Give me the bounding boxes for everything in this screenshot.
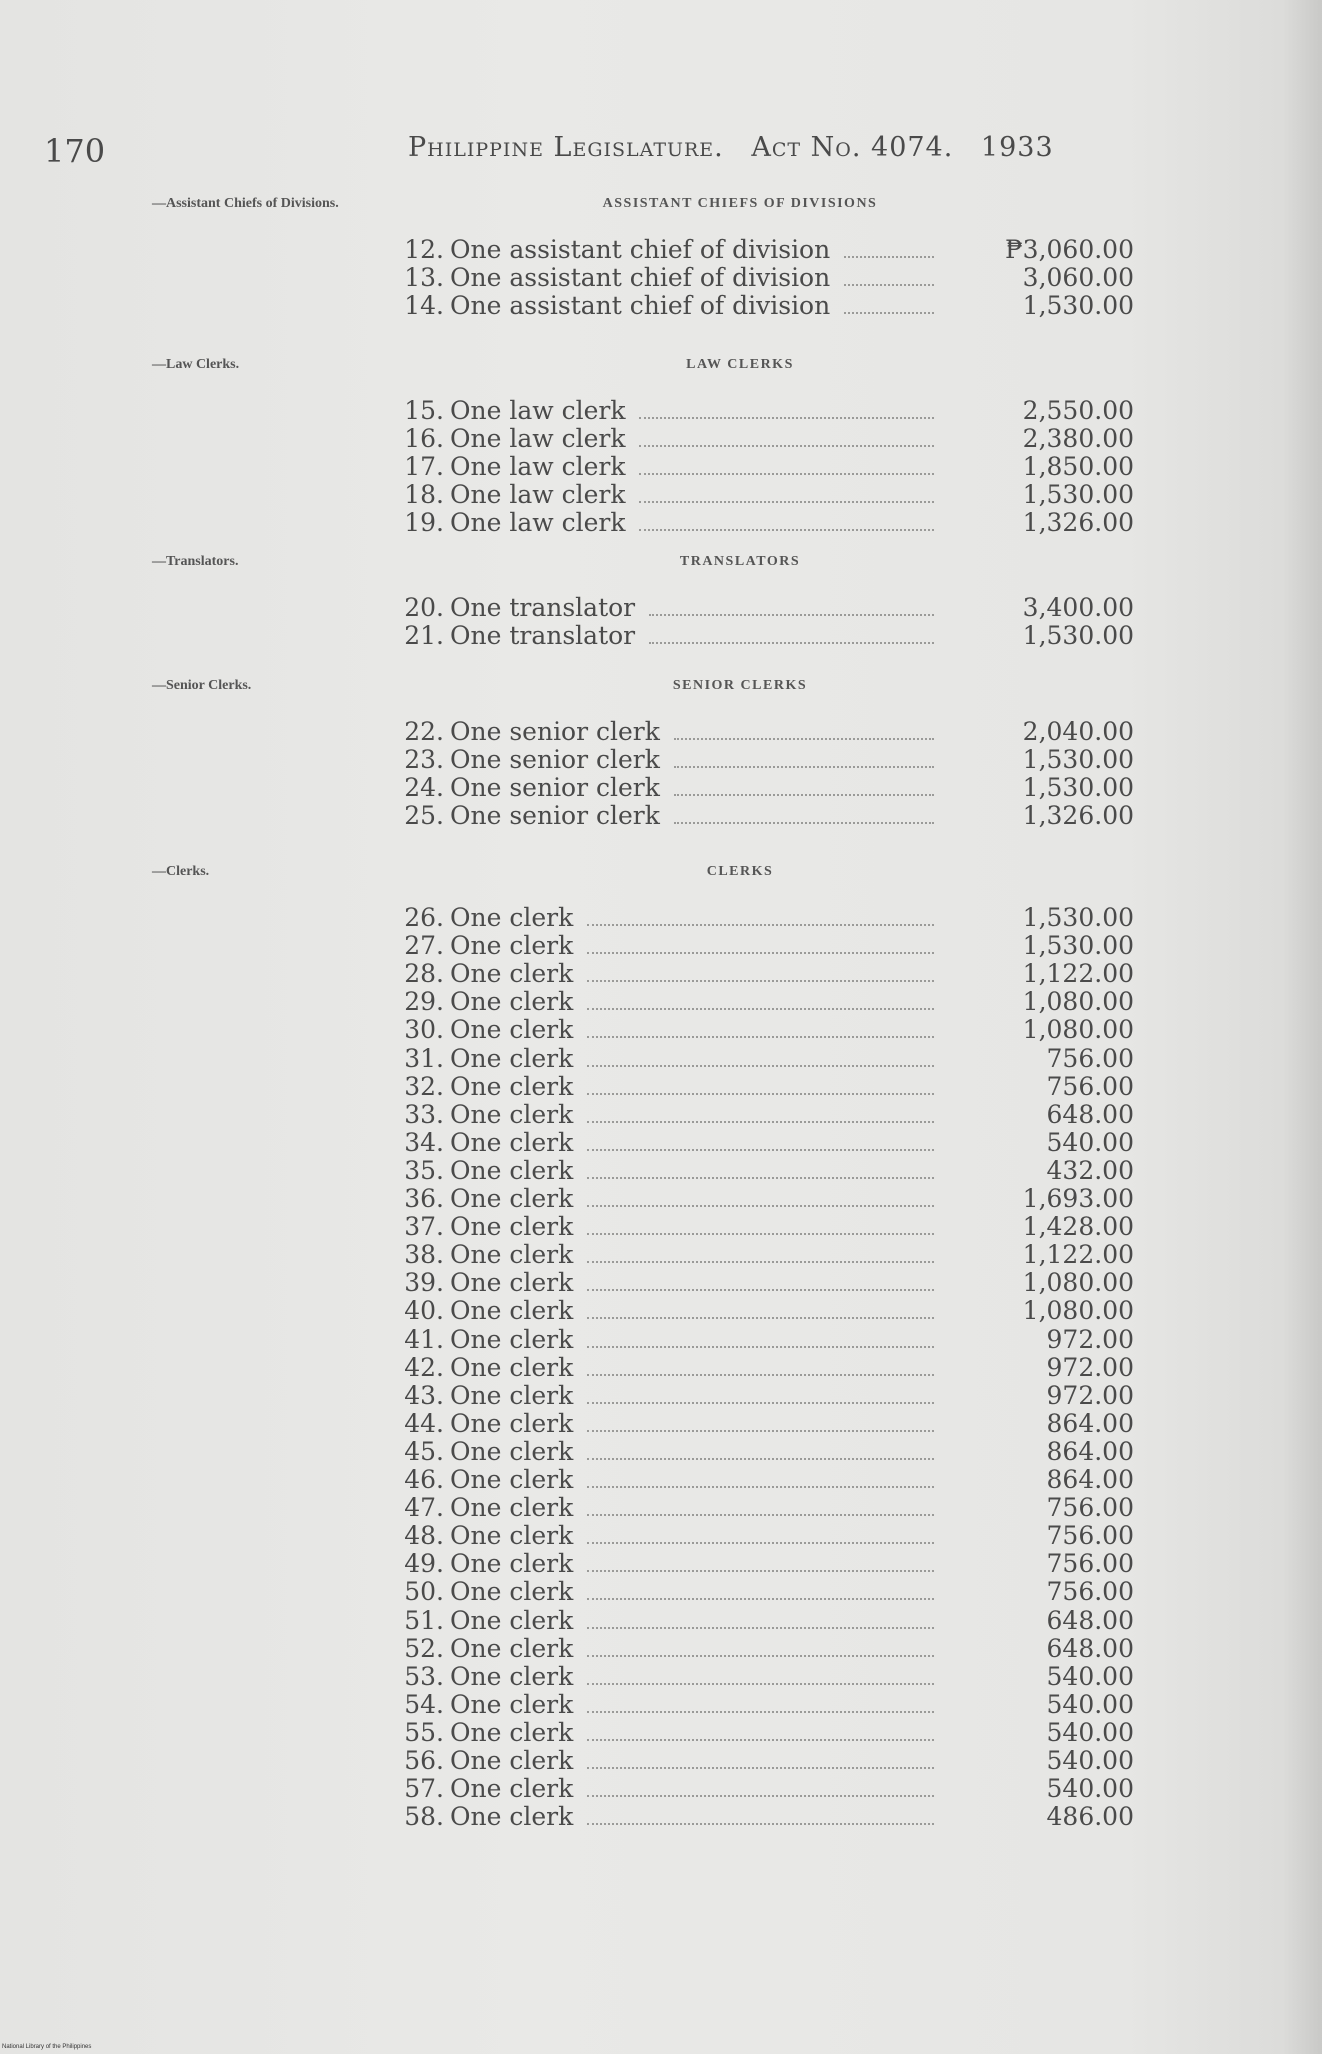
item-amount: 1,080.00 bbox=[1022, 1296, 1134, 1326]
table-row bbox=[396, 1354, 1134, 1382]
table-row bbox=[396, 904, 1134, 932]
table-row bbox=[396, 1550, 1134, 1578]
table-row bbox=[396, 1803, 1134, 1831]
item-description: One senior clerk bbox=[450, 745, 660, 775]
item-amount: 3,060.00 bbox=[1022, 263, 1134, 293]
item-number: 32. bbox=[404, 1071, 444, 1101]
item-amount: 1,530.00 bbox=[1022, 903, 1134, 932]
leader-dots bbox=[639, 501, 934, 503]
item-amount: 1,428.00 bbox=[1022, 1212, 1134, 1242]
page-number: 170 bbox=[44, 132, 106, 170]
item-number: 34. bbox=[404, 1127, 444, 1157]
table-row bbox=[396, 1747, 1134, 1775]
leader-dots bbox=[674, 738, 934, 740]
item-number: 22. bbox=[404, 717, 444, 746]
item-number: 29. bbox=[404, 987, 444, 1017]
item-amount: 432.00 bbox=[1046, 1155, 1134, 1185]
item-number: 57. bbox=[404, 1774, 444, 1804]
item-description: One clerk bbox=[450, 1493, 574, 1523]
item-amount: 864.00 bbox=[1046, 1408, 1134, 1438]
item-description: One clerk bbox=[450, 1633, 574, 1663]
item-description: One clerk bbox=[450, 1296, 574, 1326]
leader-dots bbox=[587, 1346, 934, 1348]
item-number: 12. bbox=[404, 235, 444, 264]
leader-dots bbox=[639, 529, 934, 531]
item-number: 51. bbox=[404, 1605, 444, 1635]
item-amount: 1,080.00 bbox=[1022, 1015, 1134, 1045]
table-row bbox=[396, 236, 1134, 264]
leader-dots bbox=[587, 1430, 934, 1432]
table-row bbox=[396, 264, 1134, 292]
running-head-act: Act No. 4074. bbox=[751, 132, 954, 163]
item-description: One clerk bbox=[450, 1380, 574, 1410]
item-description: One clerk bbox=[450, 1155, 574, 1185]
item-description: One translator bbox=[450, 593, 636, 622]
item-amount: 1,122.00 bbox=[1022, 959, 1134, 989]
item-amount: 540.00 bbox=[1046, 1774, 1134, 1804]
item-amount: 1,530.00 bbox=[1022, 773, 1134, 803]
item-description: One clerk bbox=[450, 1521, 574, 1551]
leader-dots bbox=[587, 1683, 934, 1685]
leader-dots bbox=[674, 766, 934, 768]
item-number: 42. bbox=[404, 1352, 444, 1382]
item-amount: 1,530.00 bbox=[1022, 480, 1134, 510]
item-amount: 540.00 bbox=[1046, 1717, 1134, 1747]
table-row bbox=[396, 397, 1134, 425]
item-description: One clerk bbox=[450, 903, 574, 932]
item-amount: 864.00 bbox=[1046, 1436, 1134, 1466]
item-number: 20. bbox=[404, 593, 444, 622]
table-row bbox=[396, 1045, 1134, 1073]
item-description: One clerk bbox=[450, 1661, 574, 1691]
item-amount: 1,122.00 bbox=[1022, 1240, 1134, 1270]
table-row bbox=[396, 1241, 1134, 1269]
item-number: 52. bbox=[404, 1633, 444, 1663]
leader-dots bbox=[587, 1598, 934, 1600]
item-number: 18. bbox=[404, 480, 444, 510]
item-amount: 756.00 bbox=[1046, 1043, 1134, 1073]
item-number: 47. bbox=[404, 1493, 444, 1523]
leader-dots bbox=[587, 1205, 934, 1207]
table-row bbox=[396, 1494, 1134, 1522]
item-description: One law clerk bbox=[450, 424, 626, 454]
table-row bbox=[396, 1185, 1134, 1213]
table-row bbox=[396, 1466, 1134, 1494]
section-heading: CLERKS bbox=[706, 864, 774, 879]
margin-note: —Assistant Chiefs of Divisions. bbox=[152, 196, 339, 211]
table-row bbox=[396, 1326, 1134, 1354]
leader-dots bbox=[844, 256, 934, 258]
table-row bbox=[396, 1607, 1134, 1635]
item-amount: 1,530.00 bbox=[1022, 745, 1134, 775]
item-number: 13. bbox=[404, 263, 444, 293]
item-description: One clerk bbox=[450, 1802, 574, 1832]
item-description: One clerk bbox=[450, 987, 574, 1017]
table-row bbox=[396, 1297, 1134, 1325]
item-description: One senior clerk bbox=[450, 717, 660, 746]
leader-dots bbox=[587, 1402, 934, 1404]
table-row bbox=[396, 1101, 1134, 1129]
table-row bbox=[396, 1775, 1134, 1803]
item-description: One clerk bbox=[450, 1184, 574, 1213]
margin-note: —Law Clerks. bbox=[152, 357, 240, 372]
item-number: 26. bbox=[404, 903, 444, 932]
item-number: 58. bbox=[404, 1802, 444, 1832]
item-description: One assistant chief of division bbox=[450, 291, 831, 321]
item-description: One clerk bbox=[450, 1212, 574, 1242]
leader-dots bbox=[587, 1317, 934, 1319]
section-heading: LAW CLERKS bbox=[686, 357, 794, 372]
leader-dots bbox=[674, 822, 934, 824]
leader-dots bbox=[639, 445, 934, 447]
table-row bbox=[396, 622, 1134, 650]
item-number: 54. bbox=[404, 1689, 444, 1719]
item-description: One senior clerk bbox=[450, 801, 660, 831]
leader-dots bbox=[587, 1514, 934, 1516]
item-description: One assistant chief of division bbox=[450, 263, 831, 293]
item-number: 23. bbox=[404, 745, 444, 775]
item-description: One clerk bbox=[450, 1689, 574, 1719]
running-head bbox=[408, 132, 1072, 163]
table-row bbox=[396, 594, 1134, 622]
item-description: One clerk bbox=[450, 1015, 574, 1045]
item-description: One law clerk bbox=[450, 452, 626, 482]
table-row bbox=[396, 1719, 1134, 1747]
item-number: 40. bbox=[404, 1296, 444, 1326]
item-amount: 648.00 bbox=[1046, 1605, 1134, 1635]
item-number: 49. bbox=[404, 1549, 444, 1579]
table-row bbox=[396, 453, 1134, 481]
item-number: 37. bbox=[404, 1212, 444, 1242]
leader-dots bbox=[587, 1093, 934, 1095]
item-description: One clerk bbox=[450, 959, 574, 989]
leader-dots bbox=[674, 794, 934, 796]
leader-dots bbox=[587, 1261, 934, 1263]
item-amount: 648.00 bbox=[1046, 1633, 1134, 1663]
item-amount: 756.00 bbox=[1046, 1493, 1134, 1523]
item-amount: 972.00 bbox=[1046, 1380, 1134, 1410]
item-description: One clerk bbox=[450, 1774, 574, 1804]
margin-note: —Translators. bbox=[152, 554, 239, 569]
margin-note: —Clerks. bbox=[152, 864, 210, 879]
table-row bbox=[396, 1382, 1134, 1410]
footer-credit: National Library of the Philippines bbox=[2, 2044, 92, 2050]
item-number: 38. bbox=[404, 1240, 444, 1270]
table-row bbox=[396, 1129, 1134, 1157]
leader-dots bbox=[587, 1711, 934, 1713]
item-description: One law clerk bbox=[450, 508, 626, 538]
table-row bbox=[396, 718, 1134, 746]
item-amount: 540.00 bbox=[1046, 1746, 1134, 1775]
item-description: One clerk bbox=[450, 1071, 574, 1101]
leader-dots bbox=[587, 1795, 934, 1797]
item-amount: 1,530.00 bbox=[1022, 621, 1134, 651]
item-amount: 1,326.00 bbox=[1022, 508, 1134, 538]
table-row bbox=[396, 1269, 1134, 1297]
item-description: One clerk bbox=[450, 1268, 574, 1298]
table-row bbox=[396, 1410, 1134, 1438]
item-number: 31. bbox=[404, 1043, 444, 1073]
item-number: 44. bbox=[404, 1408, 444, 1438]
item-description: One clerk bbox=[450, 931, 574, 961]
table-row bbox=[396, 1578, 1134, 1606]
item-description: One clerk bbox=[450, 1549, 574, 1579]
item-description: One translator bbox=[450, 621, 636, 651]
item-number: 21. bbox=[404, 621, 444, 651]
leader-dots bbox=[587, 1542, 934, 1544]
table-row bbox=[396, 1691, 1134, 1719]
item-description: One clerk bbox=[450, 1352, 574, 1382]
item-amount: 2,380.00 bbox=[1022, 424, 1134, 454]
item-description: One clerk bbox=[450, 1436, 574, 1466]
leader-dots bbox=[587, 980, 934, 982]
item-description: One clerk bbox=[450, 1043, 574, 1073]
item-number: 43. bbox=[404, 1380, 444, 1410]
leader-dots bbox=[587, 924, 934, 926]
item-amount: 972.00 bbox=[1046, 1352, 1134, 1382]
item-amount: 648.00 bbox=[1046, 1099, 1134, 1129]
leader-dots bbox=[587, 1036, 934, 1038]
item-amount: 486.00 bbox=[1046, 1802, 1134, 1832]
item-description: One assistant chief of division bbox=[450, 235, 831, 264]
item-description: One clerk bbox=[450, 1099, 574, 1129]
item-amount: 756.00 bbox=[1046, 1521, 1134, 1551]
item-amount: 1,080.00 bbox=[1022, 1268, 1134, 1298]
item-amount: 540.00 bbox=[1046, 1661, 1134, 1691]
item-amount: 540.00 bbox=[1046, 1127, 1134, 1157]
item-description: One clerk bbox=[450, 1324, 574, 1354]
item-number: 41. bbox=[404, 1324, 444, 1354]
leader-dots bbox=[587, 1570, 934, 1572]
table-row bbox=[396, 1438, 1134, 1466]
item-description: One law clerk bbox=[450, 396, 626, 425]
item-amount: 756.00 bbox=[1046, 1071, 1134, 1101]
item-amount: 756.00 bbox=[1046, 1577, 1134, 1607]
leader-dots bbox=[587, 1655, 934, 1657]
table-row bbox=[396, 292, 1134, 320]
leader-dots bbox=[587, 1289, 934, 1291]
table-row bbox=[396, 1213, 1134, 1241]
item-number: 36. bbox=[404, 1184, 444, 1213]
table-row bbox=[396, 774, 1134, 802]
leader-dots bbox=[587, 1374, 934, 1376]
item-number: 50. bbox=[404, 1577, 444, 1607]
item-number: 45. bbox=[404, 1436, 444, 1466]
table-row bbox=[396, 1663, 1134, 1691]
item-number: 48. bbox=[404, 1521, 444, 1551]
table-row bbox=[396, 1157, 1134, 1185]
leader-dots bbox=[587, 1008, 934, 1010]
item-amount: 1,530.00 bbox=[1022, 291, 1134, 321]
item-description: One clerk bbox=[450, 1240, 574, 1270]
item-number: 35. bbox=[404, 1155, 444, 1185]
item-amount: 756.00 bbox=[1046, 1549, 1134, 1579]
section-heading: ASSISTANT CHIEFS OF DIVISIONS bbox=[602, 196, 878, 211]
leader-dots bbox=[587, 1767, 934, 1769]
item-number: 25. bbox=[404, 801, 444, 831]
table-row bbox=[396, 988, 1134, 1016]
item-amount: 972.00 bbox=[1046, 1324, 1134, 1354]
item-number: 55. bbox=[404, 1717, 444, 1747]
leader-dots bbox=[587, 1627, 934, 1629]
item-number: 53. bbox=[404, 1661, 444, 1691]
leader-dots bbox=[587, 1177, 934, 1179]
leader-dots bbox=[587, 952, 934, 954]
leader-dots bbox=[587, 1233, 934, 1235]
running-head-title: Philippine Legislature. bbox=[408, 132, 724, 163]
item-description: One clerk bbox=[450, 1577, 574, 1607]
leader-dots bbox=[587, 1458, 934, 1460]
item-description: One clerk bbox=[450, 1717, 574, 1747]
table-row bbox=[396, 802, 1134, 830]
item-number: 28. bbox=[404, 959, 444, 989]
leader-dots bbox=[587, 1065, 934, 1067]
item-description: One senior clerk bbox=[450, 773, 660, 803]
item-amount: 1,850.00 bbox=[1022, 452, 1134, 482]
item-description: One clerk bbox=[450, 1408, 574, 1438]
item-amount: 864.00 bbox=[1046, 1465, 1134, 1494]
item-amount: 1,326.00 bbox=[1022, 801, 1134, 831]
item-number: 30. bbox=[404, 1015, 444, 1045]
item-amount: 3,400.00 bbox=[1022, 593, 1134, 622]
leader-dots bbox=[587, 1121, 934, 1123]
item-description: One clerk bbox=[450, 1465, 574, 1494]
table-row bbox=[396, 746, 1134, 774]
item-amount: 1,080.00 bbox=[1022, 987, 1134, 1017]
leader-dots bbox=[587, 1149, 934, 1151]
leader-dots bbox=[587, 1823, 934, 1825]
item-amount: 1,693.00 bbox=[1022, 1184, 1134, 1213]
leader-dots bbox=[639, 417, 934, 419]
table-row bbox=[396, 960, 1134, 988]
leader-dots bbox=[587, 1739, 934, 1741]
item-amount: 2,040.00 bbox=[1022, 717, 1134, 746]
item-description: One clerk bbox=[450, 1605, 574, 1635]
item-number: 46. bbox=[404, 1465, 444, 1494]
table-row bbox=[396, 1635, 1134, 1663]
item-description: One clerk bbox=[450, 1127, 574, 1157]
table-row bbox=[396, 1073, 1134, 1101]
item-number: 27. bbox=[404, 931, 444, 961]
leader-dots bbox=[587, 1486, 934, 1488]
table-row bbox=[396, 1522, 1134, 1550]
item-number: 33. bbox=[404, 1099, 444, 1129]
item-number: 19. bbox=[404, 508, 444, 538]
table-row bbox=[396, 932, 1134, 960]
item-amount: 1,530.00 bbox=[1022, 931, 1134, 961]
leader-dots bbox=[844, 284, 934, 286]
table-row bbox=[396, 509, 1134, 537]
item-description: One law clerk bbox=[450, 480, 626, 510]
table-row bbox=[396, 481, 1134, 509]
table-row bbox=[396, 425, 1134, 453]
item-amount: 2,550.00 bbox=[1022, 396, 1134, 425]
item-number: 24. bbox=[404, 773, 444, 803]
leader-dots bbox=[844, 312, 934, 314]
leader-dots bbox=[649, 614, 934, 616]
item-number: 15. bbox=[404, 396, 444, 425]
item-number: 56. bbox=[404, 1746, 444, 1775]
margin-note: —Senior Clerks. bbox=[152, 678, 252, 693]
table-row bbox=[396, 1016, 1134, 1044]
running-head-year: 1933 bbox=[980, 132, 1054, 163]
item-amount: ₱3,060.00 bbox=[1005, 235, 1134, 264]
item-description: One clerk bbox=[450, 1746, 574, 1775]
item-number: 16. bbox=[404, 424, 444, 454]
section-heading: SENIOR CLERKS bbox=[672, 678, 808, 693]
item-number: 17. bbox=[404, 452, 444, 482]
leader-dots bbox=[639, 473, 934, 475]
item-amount: 540.00 bbox=[1046, 1689, 1134, 1719]
section-heading: TRANSLATORS bbox=[679, 554, 801, 569]
item-number: 14. bbox=[404, 291, 444, 321]
leader-dots bbox=[649, 642, 934, 644]
item-number: 39. bbox=[404, 1268, 444, 1298]
